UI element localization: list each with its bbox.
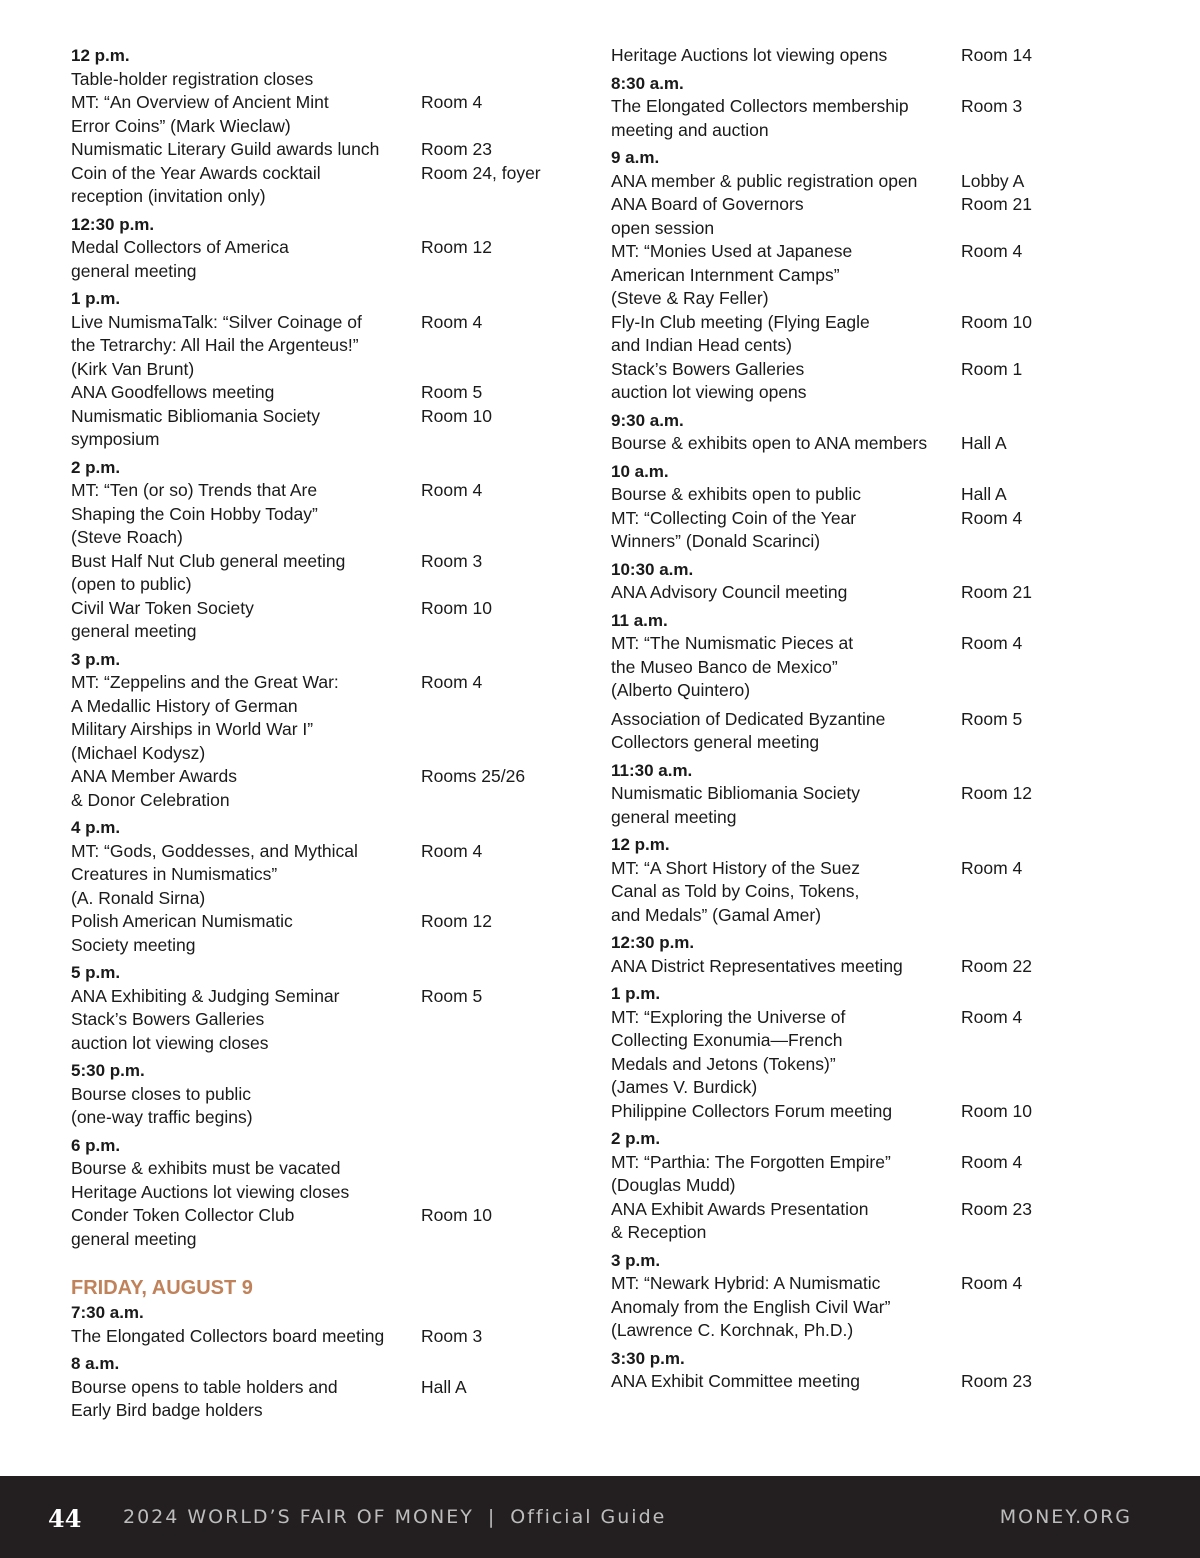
schedule-entry: [611, 358, 1171, 405]
schedule-entry: [611, 507, 1171, 554]
day-heading: FRIDAY, AUGUST 9: [71, 1277, 253, 1299]
schedule-entry: [611, 955, 1171, 979]
event-name: MT: “Zeppelins and the Great War: A Medallic History of German Military Airships in World War I” (Michael Kodysz): [71, 672, 339, 763]
right-schedule-blocks: [611, 44, 1171, 1394]
schedule-entry: [71, 1083, 571, 1130]
schedule-entry: [71, 1325, 571, 1349]
left-schedule-blocks: [71, 44, 571, 1251]
time-slot: 5 p.m.: [71, 963, 121, 982]
event-name: MT: “Gods, Goddesses, and Mythical Creatures in Numismatics” (A. Ronald Sirna): [71, 840, 358, 908]
time-slot: 7:30 a.m.: [71, 1303, 144, 1322]
schedule-entry: [71, 597, 571, 644]
event-name: ANA Member Awards & Donor Celebration: [71, 766, 237, 810]
schedule-entry: [71, 1376, 571, 1423]
event-room: Room 12: [421, 911, 493, 931]
event-room: Room 5: [421, 985, 483, 1006]
schedule-entry: [71, 91, 571, 138]
event-room: Rooms 25/26: [421, 766, 526, 786]
time-slot: 9 a.m.: [611, 148, 660, 167]
time-slot: 5:30 p.m.: [71, 1061, 145, 1080]
schedule-entry: [71, 1157, 571, 1181]
event-name: Bourse closes to public (one-way traffic begins): [71, 1083, 253, 1127]
event-name: Stack’s Bowers Galleries auction lot viewing closes: [71, 1009, 269, 1053]
event-name: Heritage Auctions lot viewing opens: [611, 45, 888, 65]
schedule-entry: [611, 1006, 1171, 1100]
schedule-entry: [71, 910, 571, 957]
event-name: The Elongated Collectors board meeting: [71, 1325, 385, 1346]
event-room: Room 3: [961, 96, 1023, 116]
time-slot: 12 p.m.: [71, 46, 130, 65]
time-slot: 9:30 a.m.: [611, 410, 684, 430]
time-slot: 11:30 a.m.: [611, 760, 693, 780]
event-name: Fly-In Club meeting (Flying Eagle and Indian Head cents): [611, 311, 870, 355]
time-slot: 8 a.m.: [71, 1354, 120, 1373]
event-name: ANA Exhibit Awards Presentation & Reception: [611, 1198, 869, 1242]
schedule-entry: [611, 857, 1171, 928]
schedule-column-left: [71, 44, 571, 1423]
schedule-entry: [71, 765, 571, 812]
schedule-entry: [71, 1008, 571, 1055]
publication-name: 2024 WORLD’S FAIR OF MONEY: [123, 1506, 474, 1528]
schedule-entry: [71, 1204, 571, 1251]
event-name: MT: “Monies Used at Japanese American Internment Camps” (Steve & Ray Feller): [611, 241, 853, 308]
event-name: Bourse & exhibits open to ANA members: [611, 433, 928, 453]
event-room: Room 5: [421, 382, 483, 402]
time-slot: 2 p.m.: [611, 1129, 661, 1148]
schedule-entry: [71, 236, 571, 283]
event-name: MT: “Newark Hybrid: A Numismatic Anomaly from the English Civil War” (Lawrence C. Korchnak, Ph.D.): [611, 1273, 891, 1340]
page-number: 44: [48, 1504, 82, 1533]
event-name: ANA Board of Governors open session: [611, 194, 804, 238]
schedule-entry: [611, 170, 1171, 194]
time-slot: 10:30 a.m.: [611, 559, 694, 579]
time-slot: 3:30 p.m.: [611, 1348, 685, 1368]
schedule-entry: [611, 1272, 1171, 1343]
event-room: Hall A: [961, 484, 1007, 504]
event-name: Conder Token Collector Club general meeting: [71, 1205, 295, 1249]
event-room: Hall A: [421, 1376, 467, 1397]
schedule-entry: [71, 479, 571, 550]
event-name: Association of Dedicated Byzantine Collectors general meeting: [611, 708, 886, 752]
event-name: Polish American Numismatic Society meeting: [71, 911, 293, 955]
schedule-entry: [71, 311, 571, 382]
time-slot: 1 p.m.: [611, 984, 661, 1003]
event-name: ANA Goodfellows meeting: [71, 382, 275, 402]
event-room: Room 4: [421, 92, 483, 112]
event-room: Room 12: [961, 783, 1033, 803]
schedule-entry: [611, 483, 1171, 507]
time-slot: 6 p.m.: [71, 1135, 121, 1155]
schedule-entry: [611, 311, 1171, 358]
schedule-entry: [611, 1151, 1171, 1198]
event-name: ANA Advisory Council meeting: [611, 582, 848, 602]
event-name: Bust Half Nut Club general meeting (open to public): [71, 550, 346, 594]
event-name: Numismatic Bibliomania Society general meeting: [611, 783, 860, 827]
page-footer: [0, 1476, 1200, 1558]
event-name: ANA Exhibit Committee meeting: [611, 1371, 860, 1391]
schedule-entry: [611, 193, 1171, 240]
event-room: Hall A: [961, 433, 1007, 453]
event-name: Stack’s Bowers Galleries auction lot viewing opens: [611, 358, 807, 402]
event-name: Numismatic Literary Guild awards lunch: [71, 139, 380, 159]
event-room: Room 12: [421, 237, 493, 257]
event-name: Live NumismaTalk: “Silver Coinage of the Tetrarchy: All Hail the Argenteus!” (Kirk Van Brunt): [71, 311, 362, 379]
schedule-entry: [71, 1181, 571, 1205]
event-name: Heritage Auctions lot viewing closes: [71, 1181, 350, 1202]
schedule-entry: [611, 44, 1171, 68]
schedule-entry: [611, 782, 1171, 829]
event-name: Numismatic Bibliomania Society symposium: [71, 405, 320, 449]
event-name: Medal Collectors of America general meeting: [71, 237, 289, 281]
event-name: Civil War Token Society general meeting: [71, 597, 254, 641]
event-room: Room 1: [961, 358, 1023, 379]
event-name: MT: “Collecting Coin of the Year Winners” (Donald Scarinci): [611, 507, 857, 551]
schedule-entry: [71, 671, 571, 765]
event-room: Room 10: [421, 405, 493, 426]
event-room: Lobby A: [961, 170, 1025, 191]
event-room: Room 4: [961, 1273, 1023, 1293]
schedule-entry: [71, 550, 571, 597]
schedule-entry: [71, 138, 571, 162]
event-room: Room 21: [961, 194, 1033, 214]
event-room: Room 24, foyer: [421, 162, 541, 183]
event-room: Room 23: [961, 1198, 1033, 1219]
time-slot: 10 a.m.: [611, 461, 669, 481]
event-name: MT: “An Overview of Ancient Mint Error Coins” (Mark Wieclaw): [71, 92, 329, 136]
event-name: Bourse & exhibits open to public: [611, 484, 862, 504]
time-slot: 1 p.m.: [71, 289, 121, 308]
time-slot: 8:30 a.m.: [611, 73, 684, 93]
event-room: Room 23: [421, 139, 493, 159]
event-room: Room 4: [421, 672, 483, 692]
event-room: Room 4: [961, 507, 1023, 528]
event-room: Room 4: [961, 857, 1023, 878]
event-room: Room 10: [961, 311, 1033, 332]
event-name: ANA District Representatives meeting: [611, 955, 903, 976]
schedule-entry: [611, 632, 1171, 703]
event-name: MT: “A Short History of the Suez Canal as Told by Coins, Tokens, and Medals” (Gamal Amer): [611, 857, 860, 925]
event-name: The Elongated Collectors membership meeting and auction: [611, 96, 909, 140]
event-name: Philippine Collectors Forum meeting: [611, 1100, 893, 1121]
guide-label: Official Guide: [510, 1506, 667, 1528]
event-room: Room 4: [961, 1006, 1023, 1027]
schedule-entry: [71, 405, 571, 452]
event-room: Room 4: [961, 241, 1023, 261]
schedule-entry: [71, 68, 571, 92]
schedule-entry: [71, 840, 571, 911]
schedule-entry: [611, 1100, 1171, 1124]
website-link[interactable]: MONEY.ORG: [999, 1506, 1132, 1528]
event-room: Room 23: [961, 1371, 1033, 1391]
schedule-entry: [611, 240, 1171, 311]
time-slot: 3 p.m.: [611, 1250, 661, 1270]
event-room: Room 4: [961, 633, 1023, 653]
event-name: Bourse & exhibits must be vacated: [71, 1158, 341, 1178]
event-name: Coin of the Year Awards cocktail reception (invitation only): [71, 162, 321, 206]
schedule-column-right: [611, 44, 1171, 1394]
schedule-entry: [71, 985, 571, 1009]
time-slot: 3 p.m.: [71, 649, 121, 669]
event-name: MT: “Exploring the Universe of Collecting Exonumia—French Medals and Jetons (Tokens)” (James V. Burdick): [611, 1006, 846, 1097]
time-slot: 12:30 p.m.: [71, 214, 155, 234]
event-room: Room 4: [961, 1151, 1023, 1172]
event-room: Room 5: [961, 708, 1023, 729]
event-name: Table-holder registration closes: [71, 68, 314, 89]
event-name: MT: “Ten (or so) Trends that Are Shaping the Coin Hobby Today” (Steve Roach): [71, 480, 318, 547]
event-room: Room 10: [421, 597, 493, 618]
schedule-entry: [611, 708, 1171, 755]
time-slot: 11 a.m.: [611, 610, 668, 630]
event-name: ANA Exhibiting & Judging Seminar: [71, 985, 340, 1006]
event-name: Bourse opens to table holders and Early Bird badge holders: [71, 1376, 338, 1420]
footer-separator: |: [487, 1506, 497, 1528]
time-slot: 12:30 p.m.: [611, 933, 695, 952]
publication-title: [123, 1506, 666, 1528]
event-name: MT: “The Numismatic Pieces at the Museo Banco de Mexico” (Alberto Quintero): [611, 633, 854, 700]
schedule-entry: [71, 381, 571, 405]
event-name: MT: “Parthia: The Forgotten Empire” (Douglas Mudd): [611, 1151, 891, 1195]
schedule-entry: [611, 1370, 1171, 1394]
time-slot: 2 p.m.: [71, 457, 121, 477]
schedule-entry: [611, 95, 1171, 142]
schedule-entry: [611, 581, 1171, 605]
event-room: Room 14: [961, 45, 1033, 65]
friday-schedule-blocks: [71, 1301, 571, 1423]
event-room: Room 4: [421, 311, 483, 332]
event-room: Room 10: [421, 1205, 493, 1225]
schedule-entry: [611, 1198, 1171, 1245]
event-room: Room 4: [421, 480, 483, 500]
event-room: Room 21: [961, 582, 1033, 602]
event-name: ANA member & public registration open: [611, 170, 918, 191]
event-room: Room 22: [961, 955, 1033, 976]
event-room: Room 3: [421, 550, 483, 571]
event-room: Room 4: [421, 840, 483, 861]
event-room: Room 3: [421, 1325, 483, 1346]
time-slot: 12 p.m.: [611, 835, 670, 854]
time-slot: 4 p.m.: [71, 818, 121, 837]
event-room: Room 10: [961, 1100, 1033, 1121]
schedule-entry: [71, 162, 571, 209]
schedule-entry: [611, 432, 1171, 456]
